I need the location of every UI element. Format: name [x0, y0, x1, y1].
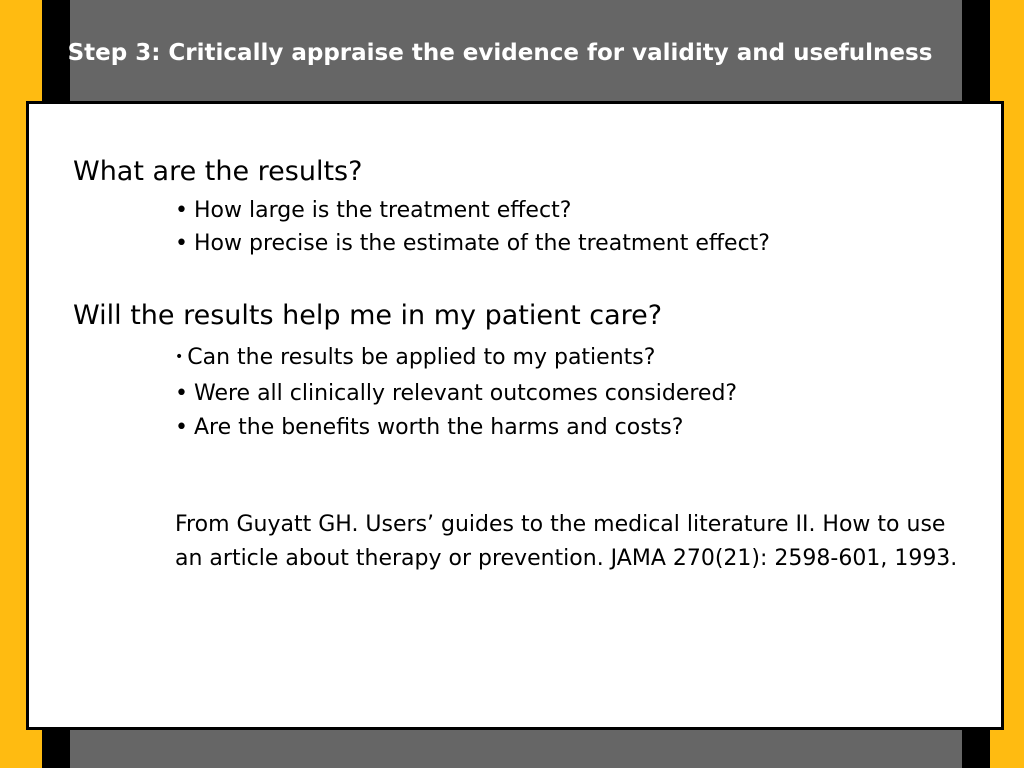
bullet-text: Were all clinically relevant outcomes considered? [193, 381, 738, 406]
bullet-item [175, 198, 571, 223]
bullet-item [175, 415, 683, 440]
bullet-item [175, 345, 655, 370]
slide-title: Step 3: Critically appraise the evidence for validity and usefulness [67, 40, 933, 66]
bullet-icon: • [175, 381, 188, 406]
content-panel [26, 101, 1004, 730]
bullet-text: Are the benefits worth the harms and costs? [193, 415, 684, 440]
bullet-item [175, 231, 770, 256]
bullet-icon: • [175, 198, 188, 223]
citation-text: From Guyatt GH. Users’ guides to the medical literature II. How to use an article about therapy or prevention. JAMA 270(21): 2598-601, 1993. [175, 512, 958, 571]
bullet-text: Can the results be applied to my patients? [187, 345, 656, 370]
bullet-icon: • [175, 349, 184, 365]
bullet-icon: • [175, 231, 188, 256]
bullet-item [175, 381, 737, 406]
section-heading-patient-care: Will the results help me in my patient care? [73, 300, 663, 331]
bullet-text: How large is the treatment effect? [193, 198, 572, 223]
section-heading-results: What are the results? [73, 156, 363, 187]
bullet-icon: • [175, 415, 188, 440]
bullet-text: How precise is the estimate of the treatment effect? [193, 231, 770, 256]
